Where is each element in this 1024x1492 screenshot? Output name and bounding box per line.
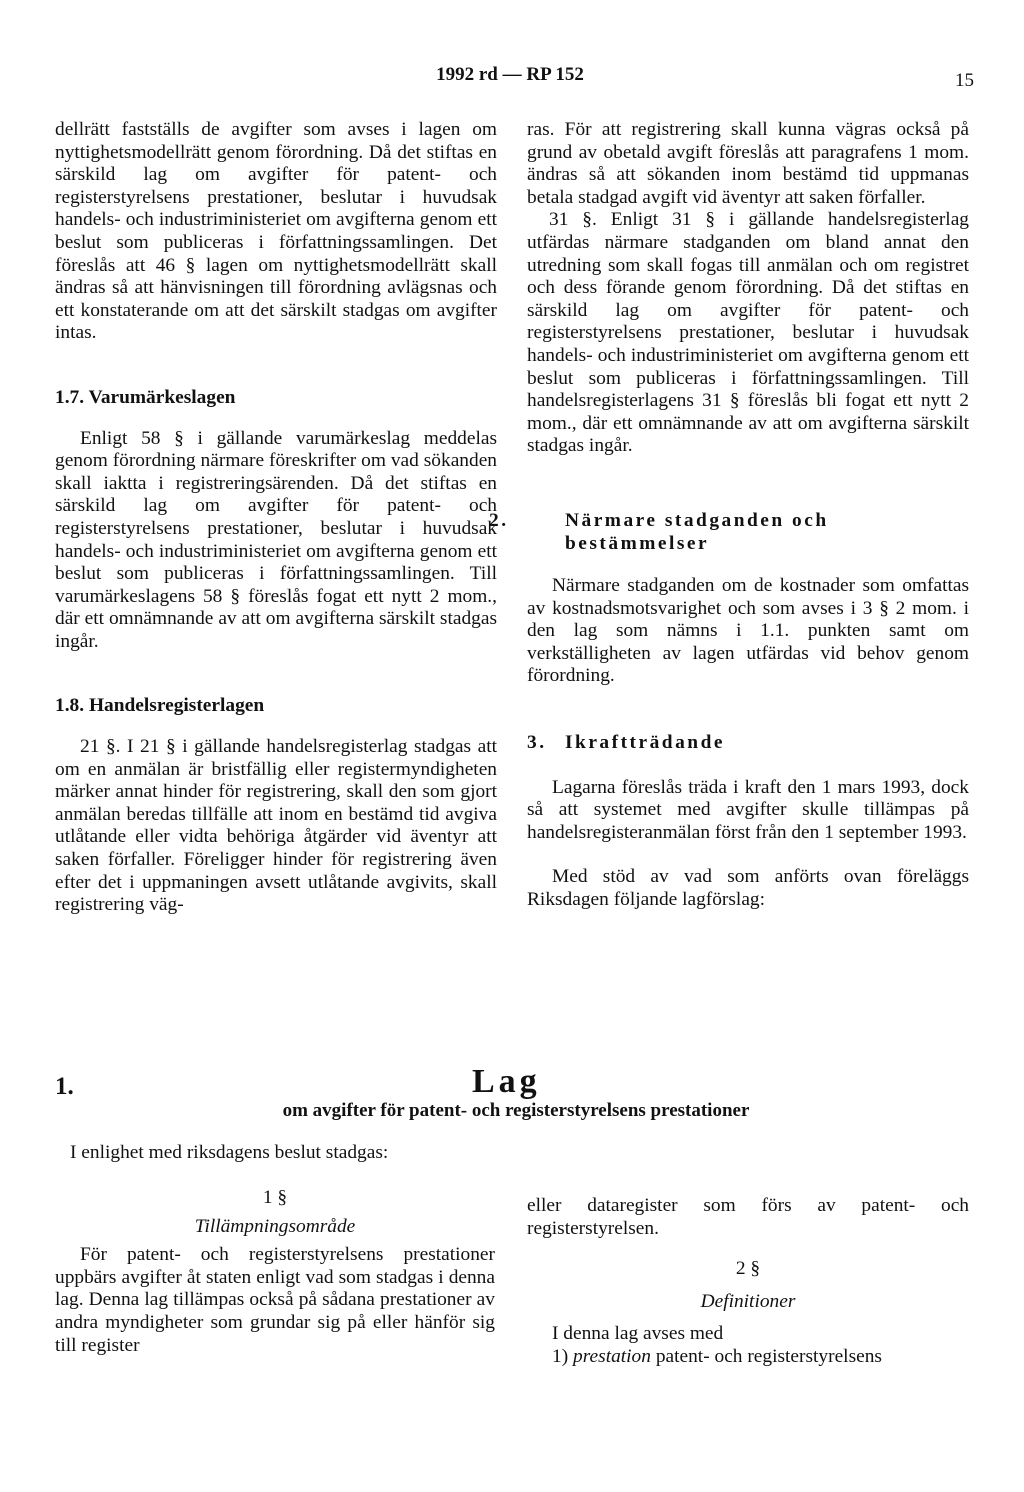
- heading-title: Varumärkeslagen: [88, 386, 236, 408]
- section-2-item: [527, 1346, 969, 1369]
- page-number: 15: [955, 70, 974, 91]
- paragraph-3: Lagarna föreslås träda i kraft den 1 mars 1993, dock så att systemet med avgifter skulle tillämpas på handelsregisteranmälan först från den 1 september 1993.: [527, 776, 969, 843]
- section-1-title: Tillämpningsområde: [194, 1215, 356, 1237]
- running-header: 1992 rd — RP 152: [436, 64, 584, 85]
- law-number: 1.: [55, 1073, 74, 1100]
- paragraph-final: Med stöd av vad som anförts ovan föreläggs Riksdagen följande lagförslag:: [527, 866, 969, 911]
- item-term: prestation: [573, 1345, 651, 1367]
- paragraph-continuation: ras. För att registrering skall kunna vägras också på grund av obetald avgift föreslås att paragrafens 1 mom. ändras så att sökanden inom bestämd tid uppmanas betala stadgad avgift vid äventyr att saken förfaller.: [527, 119, 969, 208]
- section-2-number: 2 §: [735, 1258, 761, 1280]
- heading-number: 2.: [489, 509, 509, 531]
- paragraph-intro: dellrätt fastställs de avgifter som avses i lagen om nyttighetsmodellrätt genom förordning. Då det stiftas en särskild lag om avgifter för patent- och registerstyrelsens prestationer, beslutar i huvudsak handels- och industriministeriet om avgifterna genom ett beslut som publiceras i författningssamlingen. Det föreslås att 46 § lagen om nyttighetsmodellrätt skall ändras så att hänvisningen till förordning avlägsnas och ett konstaterande om att det särskilt stadgas om avgifter intas.: [55, 119, 497, 344]
- paragraph-varumarkeslagen: Enligt 58 § i gällande varumärkeslag meddelas genom förordning närmare föreskrifter om vad sökanden skall iaktta i registreringsärenden. Då det stiftas en särskild lag om avgifter för patent- och registerstyrelsens prestationer, beslutar i huvudsak handels- och industriministeriet om avgifterna genom ett beslut som publiceras i författningssamlingen. Till varumärkeslagens 58 § föreslås fogat ett nytt 2 mom., där ett omnämnande av att om avgifterna särskilt stadgas ingår.: [55, 427, 497, 652]
- heading-number: 1.8.: [55, 695, 85, 717]
- law-left-column: [55, 1187, 495, 1357]
- law-subtitle: om avgifter för patent- och registerstyrelsens prestationer: [282, 1100, 750, 1121]
- section-1-number: 1 §: [262, 1187, 288, 1208]
- left-column: [55, 119, 497, 917]
- law-title: Lag: [472, 1063, 541, 1100]
- item-text: patent- och registerstyrelsens: [655, 1345, 882, 1367]
- heading-number: 3.: [527, 732, 547, 754]
- heading-title: Ikraftträdande: [565, 732, 725, 754]
- section-2-intro: I denna lag avses med: [552, 1323, 724, 1345]
- paragraph-2: Närmare stadganden om de kostnader som omfattas av kostnadsmotsvarighet och som avses i 3 § 2 mom. i den lag som nämns i 1.1. punkten samt om verkställigheten av lagen utfärdas vid behov genom förordning.: [527, 575, 969, 687]
- right-column: [489, 119, 969, 912]
- heading-title: Handelsregisterlagen: [88, 695, 265, 717]
- item-number: 1): [552, 1345, 569, 1367]
- heading-3: [527, 732, 969, 755]
- heading-2: [489, 509, 969, 555]
- section-1-continuation: eller dataregister som förs av patent- och registerstyrelsen.: [527, 1195, 969, 1239]
- paragraph-31: 31 §. Enligt 31 § i gällande handelsregisterlag utfärdas närmare stadganden om bland annat den utredning som skall fogas till anmälan och om registret och dess förande genom förordning. Då det stiftas en särskild lag om avgifter för patent- och registerstyrelsens prestationer, beslutar i huvudsak handels- och industriministeriet om avgifterna genom ett beslut som publiceras i författningssamlingen. Till handelsregisterlagens 31 § föreslås bli fogat ett nytt 2 mom., där ett omnämnande av att om avgifterna särskilt stadgas ingår.: [527, 209, 969, 457]
- enactment-clause: I enlighet med riksdagens beslut stadgas:: [70, 1142, 389, 1163]
- heading-1-7: [55, 387, 497, 410]
- heading-number: 1.7.: [55, 386, 85, 408]
- heading-title: Närmare stadganden och bestämmelser: [565, 509, 829, 554]
- law-right-column: [527, 1195, 969, 1369]
- section-1-text: För patent- och registerstyrelsens prestationer uppbärs avgifter åt staten enligt vad som stadgas i denna lag. Denna lag tillämpas också på sådana prestationer av andra myndigheter som grundar sig på eller hänför sig till register: [55, 1244, 495, 1356]
- section-2-title: Definitioner: [700, 1290, 796, 1312]
- heading-1-8: [55, 695, 497, 718]
- paragraph-handelsregisterlagen: 21 §. I 21 § i gällande handelsregisterlag stadgas att om en anmälan är bristfällig eller registermyndigheten märker annat hinder för registrering, skall den som gjort anmälan beredas tillfälle att inom en bestämd tid avgiva utlåtande eller vidta behöriga åtgärder vid äventyr att saken förfaller. Föreligger hinder för registrering även efter det i uppmaningen avsett utlåtande avgivits, skall registrering väg-: [55, 736, 497, 916]
